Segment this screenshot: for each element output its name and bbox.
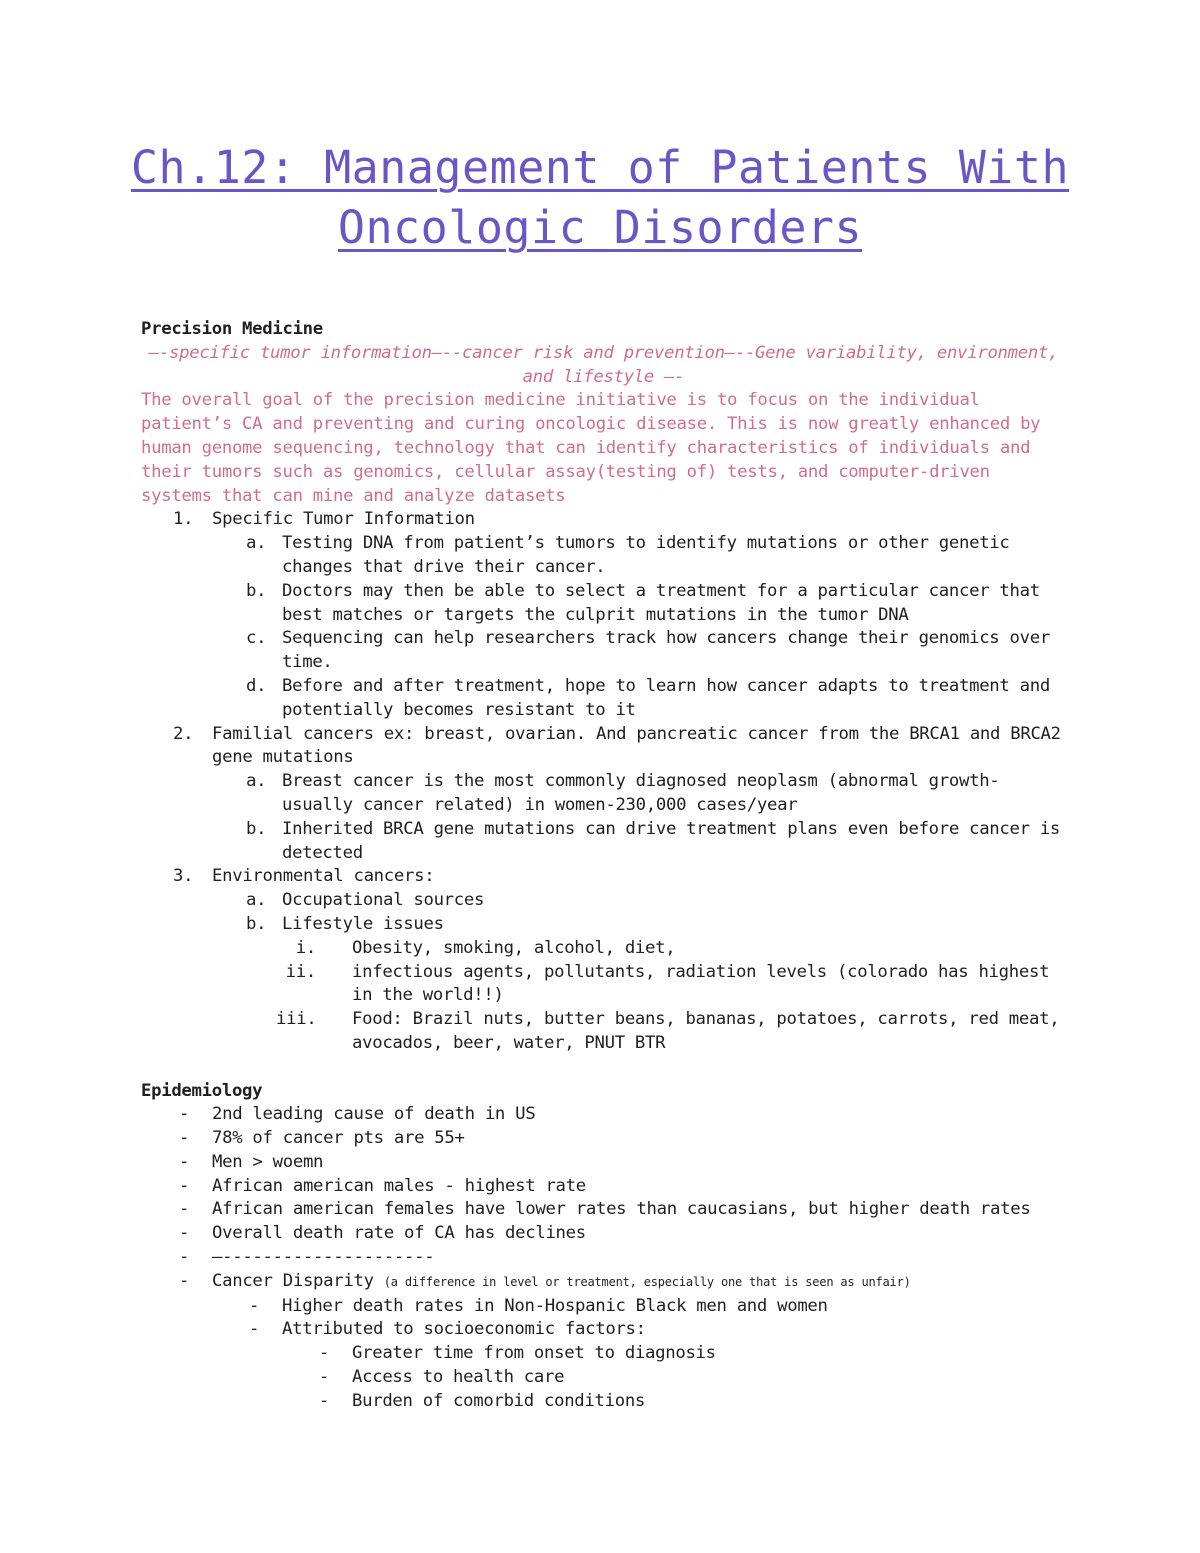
sub-bullet-item xyxy=(141,1318,1066,1342)
sub-list-item-text: Doctors may then be able to select a treatment for a particular cancer that best matches or targets the culprit mutations in the tumor DNA xyxy=(282,580,1040,625)
document-body xyxy=(141,318,1066,1414)
list-marker: a. xyxy=(246,771,267,792)
bullet-item-text: African american males - highest rate xyxy=(212,1175,586,1196)
disparity-note: (a difference in level or treatment, especially one that is seen as unfair) xyxy=(383,1274,911,1289)
bullet-marker: - xyxy=(249,1295,260,1316)
bullet-item xyxy=(141,1175,1066,1199)
bullet-item-text: 2nd leading cause of death in US xyxy=(212,1104,536,1125)
bullet-item xyxy=(141,1246,1066,1270)
sub-sub-list-item xyxy=(141,961,1066,1009)
sub-sub-list-item-text: infectious agents, pollutants, radiation levels (colorado has highest in the world!!) xyxy=(352,961,1050,1006)
list-marker: 1. xyxy=(173,509,194,530)
bullet-marker: - xyxy=(179,1104,190,1125)
bullet-marker: - xyxy=(319,1367,330,1388)
precision-tagline-line-1: —-specific tumor information—--cancer risk and prevention—--Gene variability, environment, xyxy=(148,342,1059,363)
sub-list-item xyxy=(141,627,1066,675)
sub-sub-bullet-item xyxy=(141,1366,1066,1390)
list-marker: a. xyxy=(246,533,267,554)
sub-sub-bullet-item-text: Access to health care xyxy=(352,1367,565,1388)
sub-sub-bullet-item-text: Greater time from onset to diagnosis xyxy=(352,1343,716,1364)
bullet-marker: - xyxy=(319,1390,330,1411)
list-marker: d. xyxy=(246,675,267,696)
list-marker: c. xyxy=(246,628,267,649)
precision-overview: The overall goal of the precision medicine initiative is to focus on the individual patient’s CA and preventing and curing oncologic disease. This is now greatly enhanced by human genome sequencing, technology that can identify characteristics of individuals and their tumors such as genomics, cellular assay(testing of) tests, and computer-driven systems that can mine and analyze datasets xyxy=(141,390,1041,506)
title-line-2: Oncologic Disorders xyxy=(337,201,863,254)
sub-list-item-text: Occupational sources xyxy=(282,890,485,911)
sub-list-item xyxy=(141,532,1066,580)
bullet-marker: - xyxy=(179,1199,190,1220)
list-marker: iii. xyxy=(276,1009,317,1030)
sub-list-item-text: Breast cancer is the most commonly diagnosed neoplasm (abnormal growth-usually cancer related) in women-230,000 cases/year xyxy=(282,771,1000,815)
bullet-item xyxy=(141,1151,1066,1175)
bullet-item xyxy=(141,1198,1066,1222)
list-marker: a. xyxy=(246,890,267,911)
bullet-marker: - xyxy=(179,1128,190,1149)
bullet-item xyxy=(141,1103,1066,1127)
sub-list-item-text: Inherited BRCA gene mutations can drive treatment plans even before cancer is detected xyxy=(282,818,1061,863)
precision-tagline-line-2: and lifestyle —- xyxy=(522,366,685,387)
list-marker: 3. xyxy=(173,866,194,887)
list-item xyxy=(141,723,1066,771)
bullet-marker: - xyxy=(179,1270,190,1291)
sub-sub-list-item xyxy=(141,1008,1066,1056)
sub-list-item xyxy=(141,889,1066,913)
bullet-marker: - xyxy=(179,1151,190,1172)
sub-list-item-text: Lifestyle issues xyxy=(282,913,444,934)
bullet-marker: - xyxy=(249,1319,260,1340)
sub-list-item xyxy=(141,770,1066,818)
list-marker: i. xyxy=(295,937,316,958)
bullet-item-text: 78% of cancer pts are 55+ xyxy=(212,1128,465,1149)
sub-list-item xyxy=(141,580,1066,628)
bullet-item-text: Overall death rate of CA has declines xyxy=(212,1223,586,1244)
separator-line: —--------------------- xyxy=(212,1247,435,1268)
section-spacer xyxy=(141,1056,1066,1080)
sub-bullet-item-text: Attributed to socioeconomic factors: xyxy=(282,1319,646,1340)
sub-sub-bullet-item xyxy=(141,1390,1066,1414)
bullet-item xyxy=(141,1127,1066,1151)
sub-sub-list-item xyxy=(141,937,1066,961)
sub-bullet-item xyxy=(141,1295,1066,1319)
list-marker: ii. xyxy=(285,961,316,982)
bullet-item xyxy=(141,1222,1066,1246)
bullet-marker: - xyxy=(179,1175,190,1196)
disparity-label: Cancer Disparity xyxy=(212,1270,374,1291)
list-item-text: Familial cancers ex: breast, ovarian. And pancreatic cancer from the BRCA1 and BRCA2 gene mutations xyxy=(212,723,1061,768)
sub-list-item xyxy=(141,913,1066,937)
list-marker: b. xyxy=(246,818,267,839)
bullet-item-text: African american females have lower rates than caucasians, but higher death rates xyxy=(212,1199,1031,1220)
bullet-marker: - xyxy=(319,1343,330,1364)
list-item-text: Environmental cancers: xyxy=(212,866,435,887)
sub-list-item xyxy=(141,818,1066,866)
sub-list-item-text: Testing DNA from patient’s tumors to identify mutations or other genetic changes that drive their cancer. xyxy=(282,533,1010,577)
sub-sub-bullet-item-text: Burden of comorbid conditions xyxy=(352,1390,646,1411)
sub-sub-list-item-text: Food: Brazil nuts, butter beans, bananas, potatoes, carrots, red meat, avocados, beer, water, PNUT BTR xyxy=(352,1009,1060,1053)
bullet-item xyxy=(141,1270,1066,1295)
list-marker: b. xyxy=(246,913,267,934)
sub-list-item-text: Before and after treatment, hope to learn how cancer adapts to treatment and potentially becomes resistant to it xyxy=(282,675,1050,720)
sub-sub-list-item-text: Obesity, smoking, alcohol, diet, xyxy=(352,937,676,958)
bullet-marker: - xyxy=(179,1247,190,1268)
sub-sub-bullet-item xyxy=(141,1342,1066,1366)
bullet-marker: - xyxy=(179,1223,190,1244)
sub-list-item-text: Sequencing can help researchers track how cancers change their genomics over time. xyxy=(282,628,1050,673)
list-marker: b. xyxy=(246,580,267,601)
sub-bullet-item-text: Higher death rates in Non-Hospanic Black men and women xyxy=(282,1295,828,1316)
sub-list-item xyxy=(141,675,1066,723)
document-title xyxy=(0,138,1200,258)
title-line-1: Ch.12: Management of Patients With xyxy=(130,141,1070,194)
precision-medicine-heading: Precision Medicine xyxy=(141,319,323,339)
list-item xyxy=(141,865,1066,889)
list-item-text: Specific Tumor Information xyxy=(212,509,475,530)
epidemiology-heading: Epidemiology xyxy=(141,1080,263,1101)
list-item xyxy=(141,508,1066,532)
list-marker: 2. xyxy=(173,723,194,744)
bullet-item-text: Men > woemn xyxy=(212,1151,324,1172)
